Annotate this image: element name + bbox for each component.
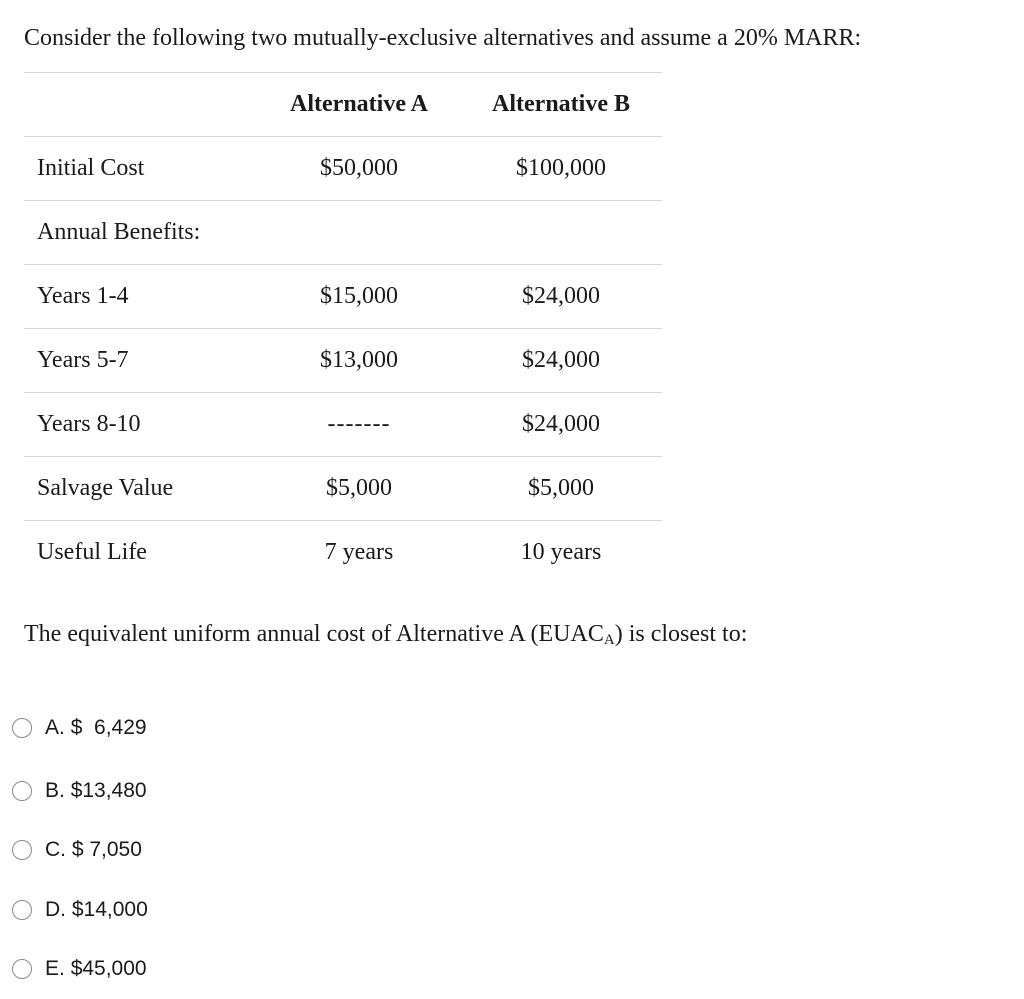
cell-alternative-a: $5,000 [326, 475, 392, 501]
question-text [24, 616, 747, 658]
question-text-before: The equivalent uniform annual cost of Alternative A (EUAC [24, 621, 604, 647]
question-text-after: ) is closest to: [614, 621, 748, 647]
option-value: $14,000 [71, 898, 148, 921]
option-value: $ 7,050 [71, 838, 142, 861]
option-value: $45,000 [70, 957, 147, 980]
option-value: $ 6,429 [70, 716, 147, 739]
cell-alternative-b: $24,000 [522, 411, 600, 437]
alternatives-table [24, 72, 662, 584]
cell-alternative-a: 7 years [324, 539, 394, 565]
row-label: Years 1-4 [37, 283, 129, 309]
answer-option-a[interactable] [12, 714, 147, 742]
header-alternative-a: Alternative A [290, 91, 428, 117]
table-row [24, 521, 662, 584]
table-row [24, 201, 662, 265]
header-alternative-b: Alternative B [492, 91, 630, 117]
cell-alternative-b: 10 years [520, 539, 602, 565]
table-row [24, 457, 662, 521]
option-letter: D. [45, 898, 66, 921]
radio-button-icon[interactable] [12, 781, 32, 801]
radio-button-icon[interactable] [12, 718, 32, 738]
cell-alternative-b: $5,000 [528, 475, 594, 501]
row-label: Years 8-10 [37, 411, 141, 437]
table-header-row [24, 73, 662, 137]
cell-alternative-a: ------- [327, 411, 391, 437]
intro-text: Consider the following two mutually-exclusive alternatives and assume a 20% MARR: [24, 25, 862, 51]
cell-alternative-a [257, 201, 461, 264]
radio-button-icon[interactable] [12, 900, 32, 920]
cell-alternative-a: $13,000 [320, 347, 398, 373]
answer-option-e[interactable] [12, 955, 147, 983]
row-label: Useful Life [37, 539, 147, 565]
cell-alternative-a: $15,000 [320, 283, 398, 309]
cell-alternative-b: $24,000 [522, 283, 600, 309]
option-letter: C. [45, 838, 66, 861]
radio-button-icon[interactable] [12, 840, 32, 860]
cell-alternative-b [461, 201, 661, 264]
cell-alternative-b: $24,000 [522, 347, 600, 373]
option-letter: B. [45, 779, 65, 802]
table-row [24, 393, 662, 457]
row-label: Annual Benefits: [37, 219, 201, 245]
table-row [24, 265, 662, 329]
answer-option-d[interactable] [12, 896, 148, 924]
row-label: Initial Cost [37, 155, 145, 181]
option-letter: E. [45, 957, 65, 980]
cell-alternative-b: $100,000 [516, 155, 606, 181]
row-label: Salvage Value [37, 475, 174, 501]
table-row [24, 329, 662, 393]
answer-option-b[interactable] [12, 777, 147, 805]
radio-button-icon[interactable] [12, 959, 32, 979]
table-row [24, 137, 662, 201]
question-subscript: A [603, 632, 615, 648]
option-value: $13,480 [70, 779, 147, 802]
answer-option-c[interactable] [12, 836, 142, 864]
row-label: Years 5-7 [37, 347, 129, 373]
option-letter: A. [45, 716, 65, 739]
cell-alternative-a: $50,000 [320, 155, 398, 181]
